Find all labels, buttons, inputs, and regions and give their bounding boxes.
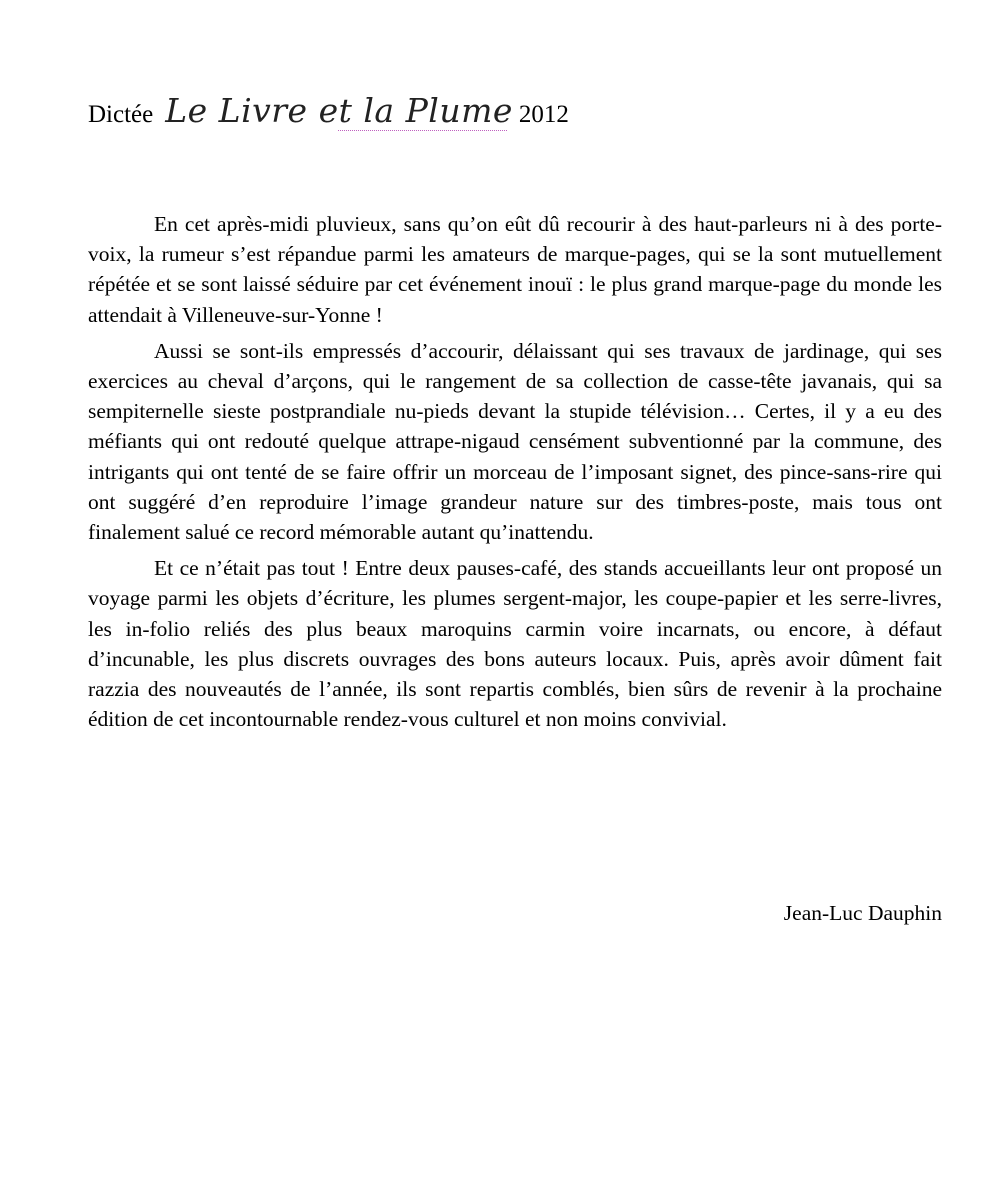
title-script-text: Le Livre et la Plume — [165, 91, 513, 130]
title-script-name — [165, 86, 513, 136]
paragraph-2: Aussi se sont-ils empressés d’accourir, délaissant qui ses travaux de jardinage, qui ses exercices au cheval d’arçons, qui le rangement de sa collection de casse-tête javanais, qui sa sempiternelle sieste postprandiale nu-pieds devant la stupide télévision… Certes, il y a eu des méfiants qui ont redouté quelque attrape-nigaud censément subventionné par la commune, des intrigants qui ont tenté de se faire offrir un morceau de l’imposant signet, des pince-sans-rire qui ont suggéré d’en reproduire l’image grandeur nature sur des timbres-poste, mais tous ont finalement salué ce record mémorable autant qu’inattendu. — [88, 338, 942, 545]
paragraph-3: Et ce n’était pas tout ! Entre deux pauses-café, des stands accueillants leur ont proposé un voyage parmi les objets d’écriture, les plumes sergent-major, les coupe-papier et les serre-livres, les in-folio reliés des plus beaux maroquins carmin voire incarnats, ou encore, à défaut d’incunable, les plus discrets ouvrages des bons auteurs locaux. Puis, après avoir dûment fait razzia des nouveautés de l’année, ils sont repartis comblés, bien sûrs de revenir à la prochaine édition de cet incontournable rendez-vous culturel et non moins convivial. — [88, 556, 942, 732]
dictation-text — [88, 209, 942, 740]
spellcheck-underline — [338, 130, 507, 131]
document-title — [88, 86, 569, 136]
paragraph-1: En cet après-midi pluvieux, sans qu’on eût dû recourir à des haut-parleurs ni à des porte-voix, la rumeur s’est répandue parmi les amateurs de marque-pages, qui se la sont mutuellement répétée et se sont laissé séduire par cet événement inouï : le plus grand marque-page du monde les attendait à Villeneuve-sur-Yonne ! — [88, 212, 942, 327]
title-year: 2012 — [518, 101, 569, 128]
title-prefix: Dictée — [88, 101, 154, 128]
author-signature: Jean-Luc Dauphin — [783, 901, 942, 925]
